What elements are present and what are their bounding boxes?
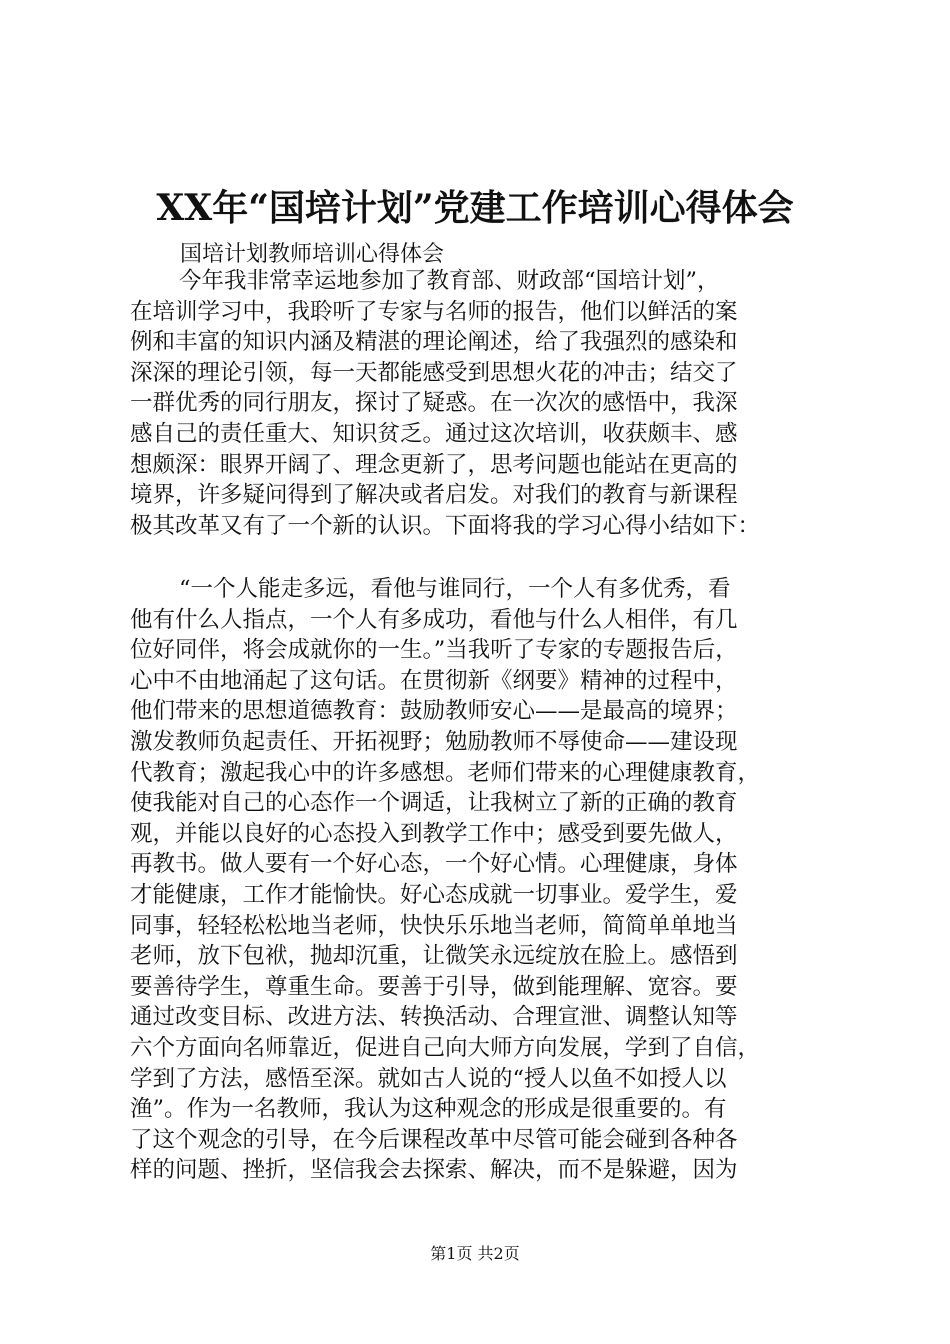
page-footer: 第1页 共2页 [430,1244,520,1263]
paragraph-line: “一个人能走多远，看他与谁同行，一个人有多优秀，看 [179,576,731,602]
paragraph-line: 今年我非常幸运地参加了教育部、财政部“国培计划”， [179,268,720,294]
paragraph-line: 通过改变目标、改进方法、转换活动、合理宣泄、调整认知等 [130,1004,738,1031]
paragraph-line: 例和丰富的知识内涵及精湛的理论阐述，给了我强烈的感染和 [130,329,738,356]
paragraph-line: 他有什么人指点，一个人有多成功，看他与什么人相伴，有几 [130,606,738,633]
paragraph-line: 位好同伴，将会成就你的一生。”当我听了专家的专题报告后， [130,637,738,664]
paragraph-line: 想颇深：眼界开阔了、理念更新了，思考问题也能站在更高的 [130,451,738,478]
paragraph-line: 六个方面向名师靠近，促进自己向大师方向发展，学到了自信， [130,1034,761,1061]
document-title: XX年“国培计划”党建工作培训心得体会 [156,187,794,229]
paragraph-line: 样的问题、挫折，坚信我会去探索、解决，而不是躲避，因为 [130,1157,738,1184]
paragraph-line: 老师，放下包袱，抛却沉重，让微笑永远绽放在脸上。感悟到 [130,943,738,970]
paragraph-line: 了这个观念的引导，在今后课程改革中尽管可能会碰到各种各 [130,1126,738,1153]
paragraph-line: 代教育；激起我心中的许多感想。老师们带来的心理健康教育， [130,759,761,786]
paragraph-2 [130,574,830,1186]
document-subtitle: 国培计划教师培训心得体会 [180,242,445,267]
paragraph-line: 才能健康，工作才能愉快。好心态成就一切事业。爱学生，爱 [130,881,738,908]
paragraph-line: 境界，许多疑问得到了解决或者启发。对我们的教育与新课程 [130,482,738,509]
paragraph-1 [130,266,830,541]
paragraph-line: 感自己的责任重大、知识贫乏。通过这次培训，收获颇丰、感 [130,420,738,447]
paragraph-line: 再教书。做人要有一个好心态，一个好心情。心理健康，身体 [130,851,738,878]
paragraph-line: 同事，轻轻松松地当老师，快快乐乐地当老师，简简单单地当 [130,912,738,939]
paragraph-line: 渔”。作为一名教师，我认为这种观念的形成是很重要的。有 [130,1096,727,1123]
paragraph-line: 要善待学生，尊重生命。要善于引导，做到能理解、宽容。要 [130,973,738,1000]
paragraph-line: 在培训学习中，我聆听了专家与名师的报告，他们以鲜活的案 [130,298,738,325]
paragraph-line: 使我能对自己的心态作一个调适，让我树立了新的正确的教育 [130,790,738,817]
paragraph-line: 深深的理论引领，每一天都能感受到思想火花的冲击；结交了 [130,359,738,386]
paragraph-line: 心中不由地涌起了这句话。在贯彻新《纲要》精神的过程中， [130,667,738,694]
paragraph-line: 一群优秀的同行朋友，探讨了疑惑。在一次次的感悟中，我深 [130,390,738,417]
paragraph-line: 极其改革又有了一个新的认识。下面将我的学习心得小结如下： [130,512,761,539]
paragraph-line: 激发教师负起责任、开拓视野；勉励教师不辱使命——建设现 [130,728,738,755]
paragraph-line: 观，并能以良好的心态投入到教学工作中；感受到要先做人， [130,820,738,847]
paragraph-line: 学到了方法，感悟至深。就如古人说的“授人以鱼不如授人以 [130,1065,727,1092]
paragraph-line: 他们带来的思想道德教育：鼓励教师安心——是最高的境界； [130,698,738,725]
